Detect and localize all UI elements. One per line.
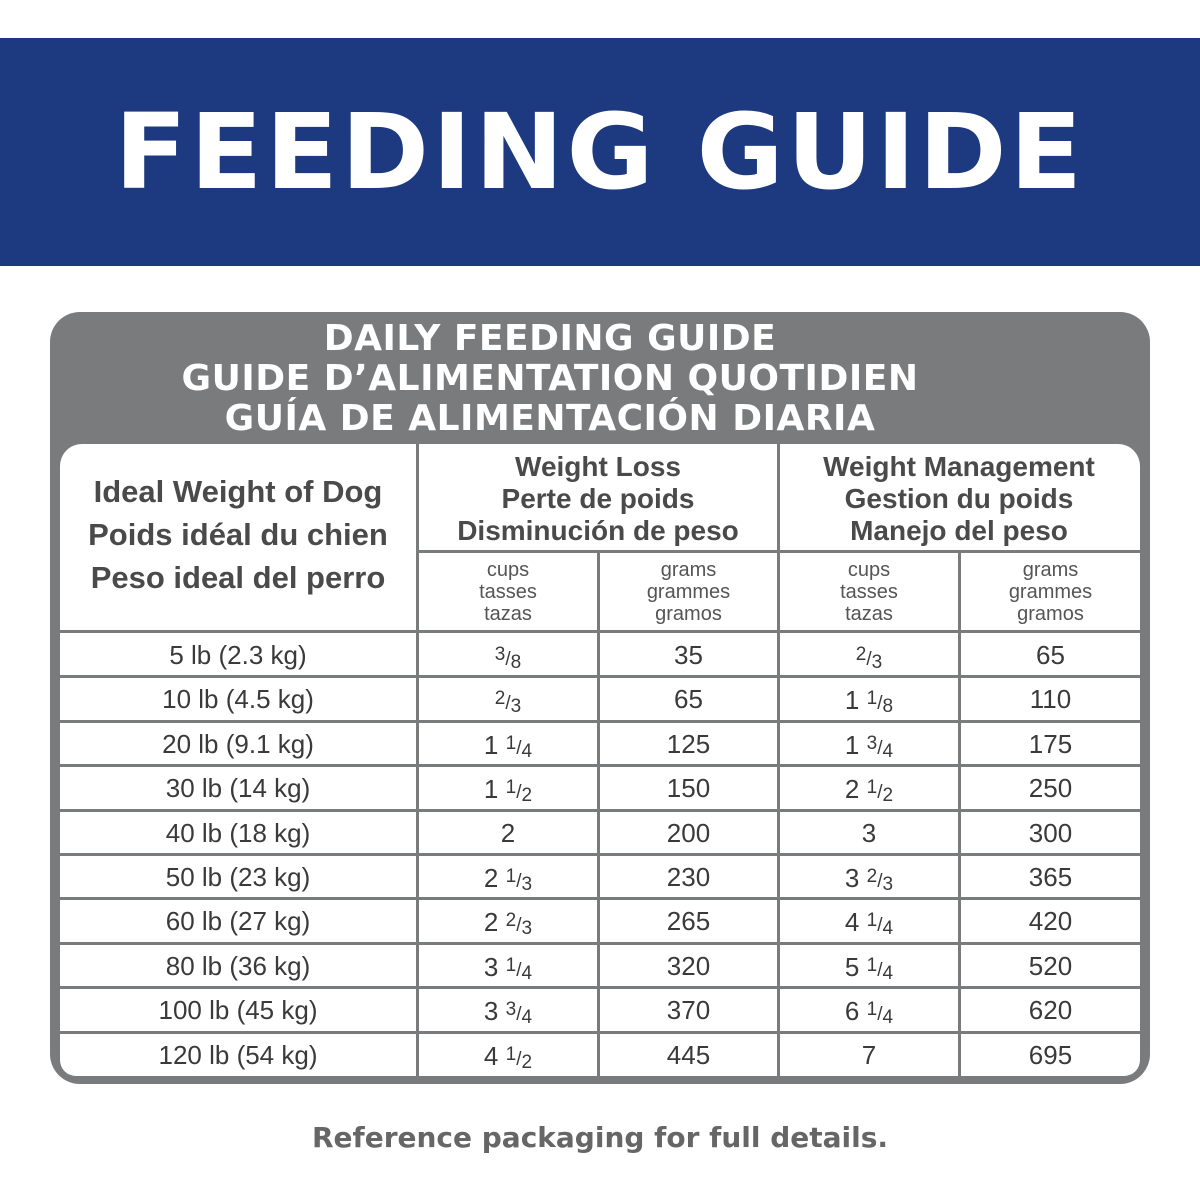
subheader-line: cups xyxy=(486,559,530,581)
loss-grams-cell: 125 xyxy=(666,728,711,759)
weight-loss-header-es: Disminución de peso xyxy=(457,515,739,546)
fraction: 2/3 xyxy=(494,688,522,718)
subheader-line: cups xyxy=(847,559,891,581)
header-divider xyxy=(418,550,1140,553)
fraction: 1/4 xyxy=(866,910,894,940)
fraction: 1/8 xyxy=(866,688,894,718)
fraction: 1/4 xyxy=(866,999,894,1029)
subheader-line: tasses xyxy=(479,581,537,603)
management-cups-cell: 2 1/2 xyxy=(844,774,894,807)
fraction: 1/2 xyxy=(505,777,533,807)
footer-note: Reference packaging for full details. xyxy=(311,1121,889,1154)
loss-grams-cell: 370 xyxy=(666,995,711,1026)
fraction: 2/3 xyxy=(505,910,533,940)
weight-header-es: Peso ideal del perro xyxy=(90,560,386,595)
weight-management-header-fr: Gestion du poids xyxy=(844,483,1074,514)
loss-cups-cell: 1 1/2 xyxy=(483,774,533,807)
fraction: 1/4 xyxy=(866,954,894,984)
fraction: 1/4 xyxy=(505,954,533,984)
card-title-spanish: GUÍA DE ALIMENTACIÓN DIARIA xyxy=(224,398,876,439)
fraction: 1/3 xyxy=(505,866,533,895)
loss-cups-subheader xyxy=(419,559,597,625)
loss-cups-cell xyxy=(419,677,597,721)
loss-cups-cell: 3 3/4 xyxy=(483,996,533,1029)
loss-grams-cell: 200 xyxy=(666,817,711,848)
weight-cell: 10 lb (4.5 kg) xyxy=(162,684,314,715)
management-grams-cell: 365 xyxy=(1028,862,1073,892)
fraction: 2/3 xyxy=(855,644,883,673)
management-cups-cell: 5 1/4 xyxy=(844,951,894,984)
management-grams-subheader xyxy=(961,559,1140,625)
fraction: 1/2 xyxy=(505,1043,533,1073)
management-cups-cell: 1 3/4 xyxy=(844,729,894,762)
weight-cell: 50 lb (23 kg) xyxy=(165,862,311,892)
fraction: 3/8 xyxy=(494,644,522,673)
management-grams-cell: 420 xyxy=(1028,906,1073,937)
loss-cups-cell: 4 1/2 xyxy=(483,1040,533,1073)
subheader-line: gramos xyxy=(655,603,722,625)
management-grams-cell: 620 xyxy=(1028,995,1073,1026)
page-title: FEEDING GUIDE xyxy=(114,91,1086,213)
weight-management-header-es: Manejo del peso xyxy=(850,515,1068,546)
management-grams-cell: 65 xyxy=(1036,640,1065,670)
weight-column-header xyxy=(60,470,416,599)
management-cups-cell: 7 xyxy=(861,1039,877,1070)
loss-grams-cell: 445 xyxy=(666,1039,711,1070)
management-cups-cell: 1 1/8 xyxy=(844,685,894,718)
banner xyxy=(0,38,1200,266)
weight-cell: 60 lb (27 kg) xyxy=(165,906,311,937)
fraction: 3/4 xyxy=(866,732,894,762)
management-grams-cell: 110 xyxy=(1029,684,1072,715)
subheader-line: gramos xyxy=(1017,603,1084,625)
loss-cups-cell: 1 1/4 xyxy=(483,729,533,762)
loss-cups-cell xyxy=(419,633,597,677)
weight-cell: 40 lb (18 kg) xyxy=(165,817,311,848)
weight-loss-header-en: Weight Loss xyxy=(515,451,681,482)
subheader-line: grams xyxy=(660,559,717,581)
weight-header-fr: Poids idéal du chien xyxy=(88,517,388,552)
weight-header-en: Ideal Weight of Dog xyxy=(93,474,383,509)
subheader-line: tazas xyxy=(845,603,893,625)
management-grams-cell: 175 xyxy=(1028,728,1073,759)
fraction: 2/3 xyxy=(866,866,894,895)
weight-loss-header-fr: Perte de poids xyxy=(501,483,695,514)
loss-cups-cell: 2 xyxy=(500,817,516,848)
management-cups-cell: 6 1/4 xyxy=(844,996,894,1029)
subheader-line: grams xyxy=(1022,559,1079,581)
loss-cups-cell: 3 1/4 xyxy=(483,951,533,984)
weight-management-header-en: Weight Management xyxy=(823,451,1095,482)
management-grams-cell: 300 xyxy=(1028,817,1073,848)
fraction: 3/4 xyxy=(505,999,533,1029)
management-grams-cell: 250 xyxy=(1028,773,1073,804)
loss-grams-cell: 35 xyxy=(674,640,703,670)
management-grams-cell: 520 xyxy=(1028,950,1073,981)
card-title-english: DAILY FEEDING GUIDE xyxy=(323,318,777,359)
weight-cell: 120 lb (54 kg) xyxy=(158,1039,318,1070)
weight-cell: 100 lb (45 kg) xyxy=(158,995,318,1026)
subheader-line: grammes xyxy=(646,581,731,603)
subheader-line: tazas xyxy=(484,603,532,625)
loss-cups-cell: 2 1/3 xyxy=(483,863,533,895)
weight-cell: 5 lb (2.3 kg) xyxy=(169,640,307,670)
weight-cell: 30 lb (14 kg) xyxy=(165,773,311,804)
subheader-line: grammes xyxy=(1008,581,1093,603)
fraction: 1/2 xyxy=(866,777,894,807)
management-cups-cell: 3 2/3 xyxy=(844,863,894,895)
management-cups-cell: 3 xyxy=(861,817,877,848)
loss-cups-cell: 2 2/3 xyxy=(483,907,533,940)
fraction: 1/4 xyxy=(505,732,533,762)
management-cups-subheader xyxy=(780,559,958,625)
loss-grams-cell: 230 xyxy=(666,862,711,892)
loss-grams-subheader xyxy=(600,559,777,625)
weight-management-header xyxy=(780,451,1138,547)
management-cups-cell xyxy=(780,633,958,677)
weight-loss-header xyxy=(419,451,777,547)
loss-grams-cell: 150 xyxy=(666,773,711,804)
loss-grams-cell: 65 xyxy=(674,684,703,715)
weight-cell: 20 lb (9.1 kg) xyxy=(162,728,314,759)
management-grams-cell: 695 xyxy=(1028,1039,1073,1070)
subheader-line: tasses xyxy=(840,581,898,603)
loss-grams-cell: 320 xyxy=(666,950,711,981)
management-cups-cell: 4 1/4 xyxy=(844,907,894,940)
loss-grams-cell: 265 xyxy=(666,906,711,937)
card-title-french: GUIDE D’ALIMENTATION QUOTIDIEN xyxy=(181,358,919,399)
weight-cell: 80 lb (36 kg) xyxy=(165,950,311,981)
